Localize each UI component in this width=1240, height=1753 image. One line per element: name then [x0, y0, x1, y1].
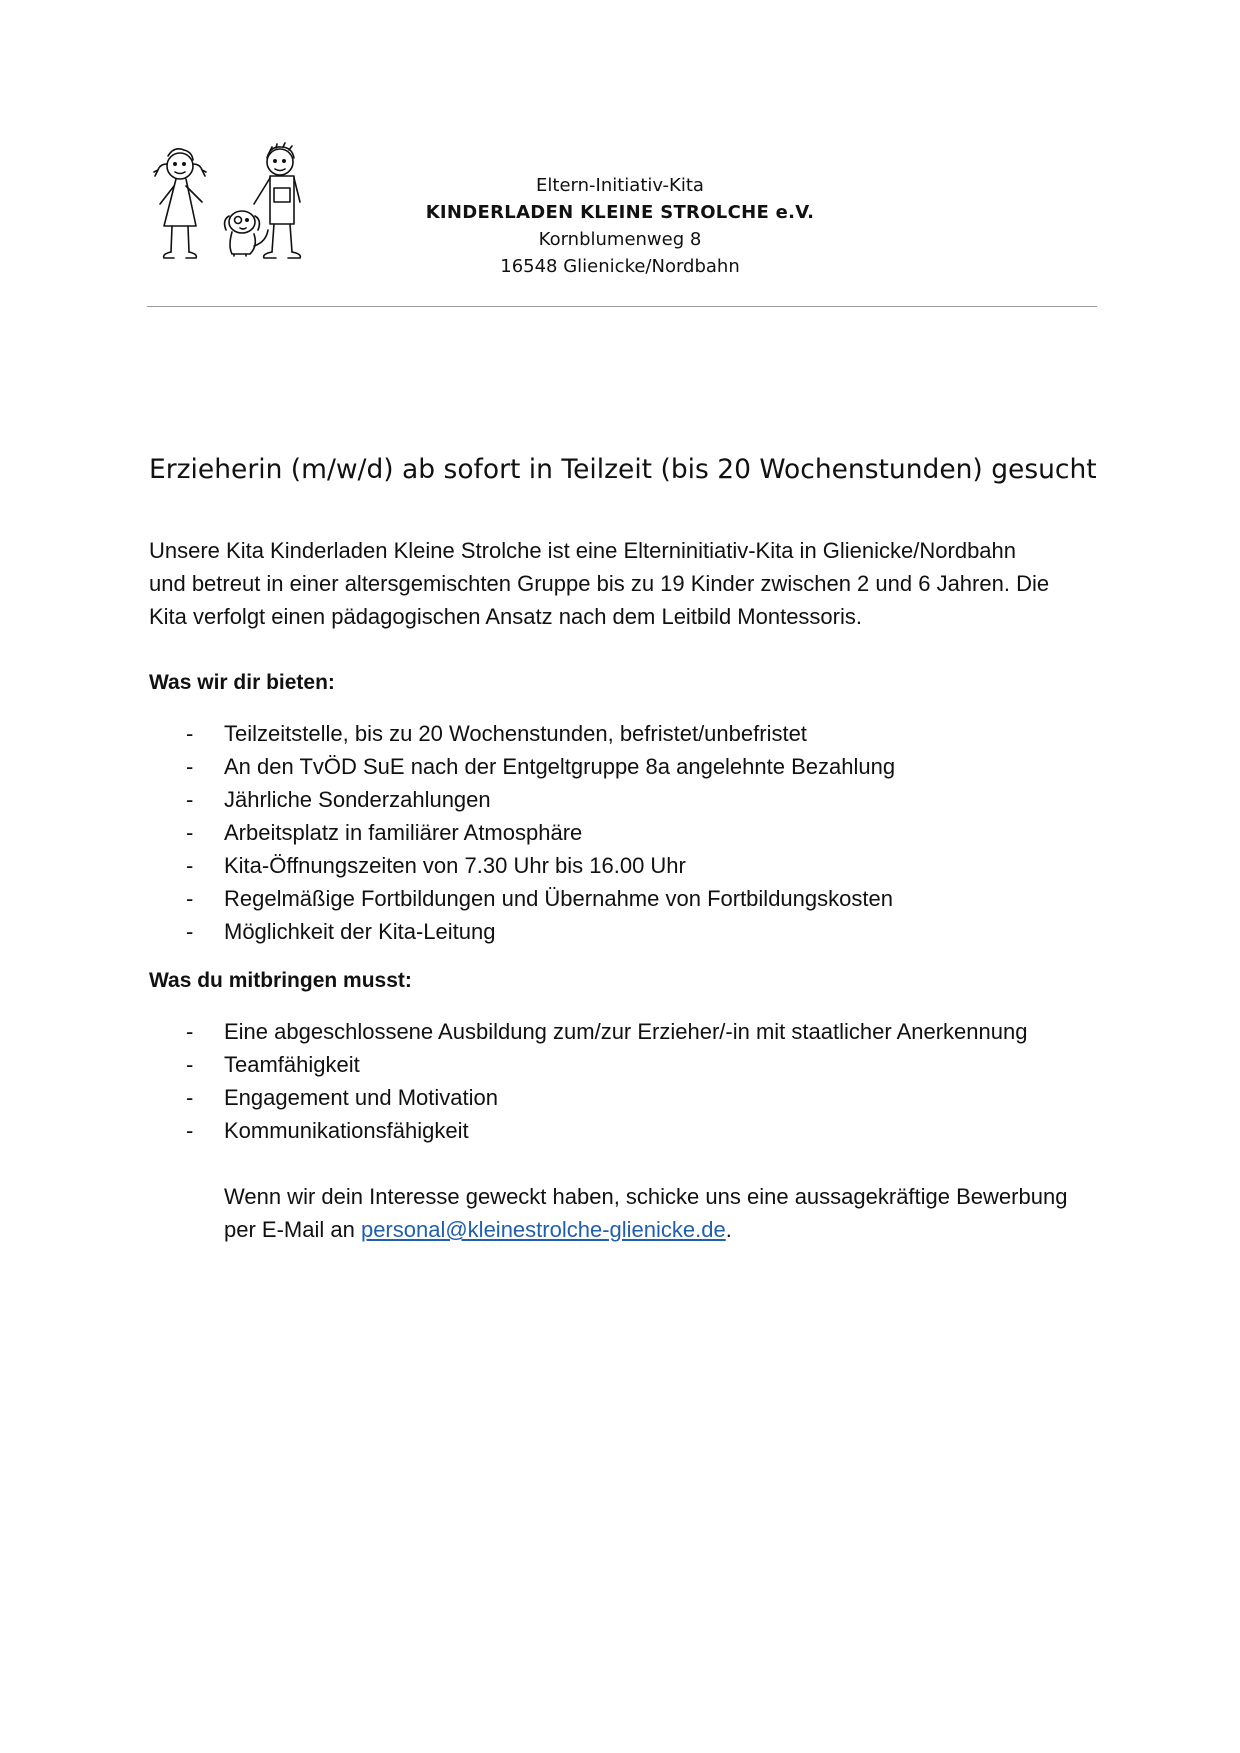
list-item-text: Engagement und Motivation — [224, 1085, 498, 1110]
requirements-list — [149, 1015, 1027, 1147]
list-item-text: Arbeitsplatz in familiärer Atmosphäre — [224, 820, 583, 845]
closing-paragraph — [224, 1180, 1124, 1246]
offer-heading: Was wir dir bieten: — [149, 671, 335, 694]
list-item-text: Kommunikationsfähigkeit — [224, 1118, 469, 1143]
list-item — [149, 783, 895, 816]
list-item-text: Teilzeitstelle, bis zu 20 Wochenstunden, befristet/unbefristet — [224, 721, 807, 746]
postal-address: 16548 Glienicke/Nordbahn — [500, 256, 740, 277]
closing-suffix: . — [725, 1217, 732, 1242]
girl-drawing-icon — [154, 149, 206, 258]
closing-line — [224, 1213, 1124, 1246]
bullet-dash: - — [186, 1019, 194, 1044]
intro-line: Unsere Kita Kinderladen Kleine Strolche ist eine Elterninitiativ-Kita in Glienicke/Nordbahn — [149, 538, 1017, 563]
requirements-heading: Was du mitbringen musst: — [149, 969, 412, 992]
list-item-text: Regelmäßige Fortbildungen und Übernahme von Fortbildungskosten — [224, 886, 893, 911]
list-item — [149, 849, 895, 882]
list-item-text: Möglichkeit der Kita-Leitung — [224, 919, 496, 944]
list-item — [149, 750, 895, 783]
bullet-dash: - — [186, 721, 194, 746]
letterhead — [420, 172, 820, 280]
list-item-text: Eine abgeschlossene Ausbildung zum/zur Erzieher/-in mit staatlicher Anerkennung — [224, 1019, 1028, 1044]
list-item — [149, 1015, 1027, 1048]
list-item — [149, 915, 895, 948]
bullet-dash: - — [186, 787, 194, 812]
list-item — [149, 1048, 1027, 1081]
street-address: Kornblumenweg 8 — [538, 229, 702, 250]
list-item-text: Teamfähigkeit — [224, 1052, 360, 1077]
intro-line: Kita verfolgt einen pädagogischen Ansatz nach dem Leitbild Montessoris. — [149, 604, 862, 629]
bullet-dash: - — [186, 853, 194, 878]
dog-drawing-icon — [225, 211, 268, 256]
kita-logo-drawing — [150, 142, 310, 276]
bullet-dash: - — [186, 1118, 194, 1143]
bullet-dash: - — [186, 754, 194, 779]
job-title: Erzieherin (m/w/d) ab sofort in Teilzeit (bis 20 Wochenstunden) gesucht — [149, 454, 1097, 485]
list-item-text: An den TvÖD SuE nach der Entgeltgruppe 8a angelehnte Bezahlung — [224, 754, 896, 779]
bullet-dash: - — [186, 1052, 194, 1077]
header-divider — [147, 306, 1097, 307]
list-item-text: Jährliche Sonderzahlungen — [224, 787, 491, 812]
organization-name: KINDERLADEN KLEINE STROLCHE e.V. — [425, 202, 815, 223]
list-item — [149, 882, 895, 915]
list-item — [149, 816, 895, 849]
intro-line: und betreut in einer altersgemischten Gruppe bis zu 19 Kinder zwischen 2 und 6 Jahren. Die — [149, 571, 1050, 596]
bullet-dash: - — [186, 919, 194, 944]
list-item — [149, 1081, 1027, 1114]
closing-prefix: per E-Mail an — [224, 1217, 361, 1242]
closing-line: Wenn wir dein Interesse geweckt haben, schicke uns eine aussagekräftige Bewerbung — [224, 1184, 1068, 1209]
email-link[interactable]: personal@kleinestrolche-glienicke.de — [360, 1217, 726, 1242]
boy-drawing-icon — [254, 143, 300, 258]
offer-list — [149, 717, 895, 948]
list-item — [149, 717, 895, 750]
list-item-text: Kita-Öffnungszeiten von 7.30 Uhr bis 16.00 Uhr — [224, 853, 686, 878]
list-item — [149, 1114, 1027, 1147]
intro-paragraph — [149, 534, 1099, 633]
bullet-dash: - — [186, 820, 194, 845]
bullet-dash: - — [186, 1085, 194, 1110]
bullet-dash: - — [186, 886, 194, 911]
letterhead-subtitle: Eltern-Initiativ-Kita — [536, 175, 704, 196]
